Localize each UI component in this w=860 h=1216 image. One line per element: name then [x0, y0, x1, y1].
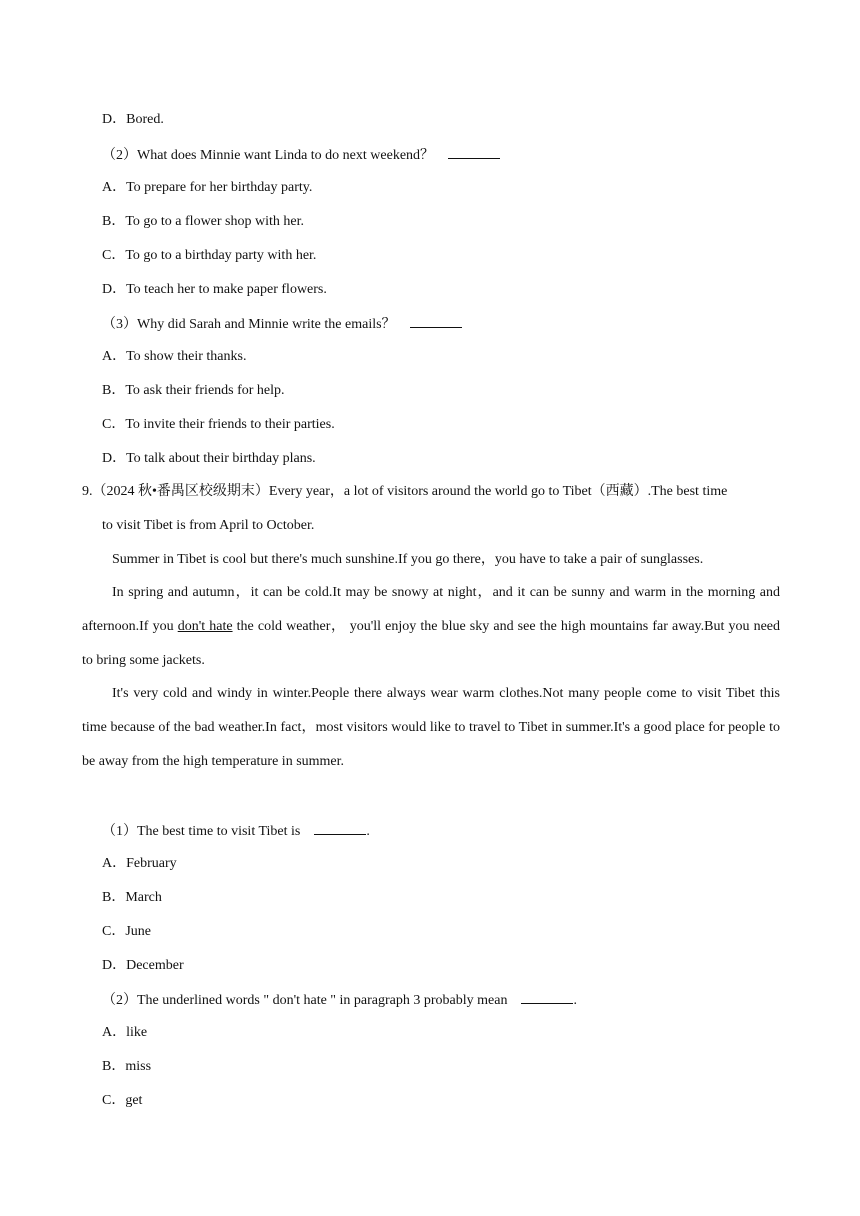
q9-paragraph-3 [82, 677, 780, 779]
q8-sub3-option-d: D．To talk about their birthday plans. [102, 451, 316, 466]
q8-sub2-option-a: A．To prepare for her birthday party. [102, 180, 313, 195]
q8-sub3-stem-text: （3）Why did Sarah and Minnie write the emails？ [102, 317, 396, 332]
answer-blank[interactable] [448, 145, 500, 159]
q9-p2-before: In spring and autumn，it can be cold.It may be snowy at night，and it can be sunny and warm in the morning and afternoon.If you [82, 585, 780, 634]
q9-header-line2: to visit Tibet is from April to October. [102, 518, 315, 533]
q8-sub2-stem-text: （2）What does Minnie want Linda to do next weekend？ [102, 148, 435, 163]
q9-sub2-suffix: . [573, 993, 577, 1008]
underlined-phrase: don't hate [177, 619, 233, 634]
q9-sub1-option-b: B．March [102, 890, 162, 905]
q8-sub3-option-b: B．To ask their friends for help. [102, 383, 285, 398]
answer-blank[interactable] [314, 821, 366, 835]
q9-p3-text: It's very cold and windy in winter.People there always wear warm clothes.Not many people come to visit Tibet this time because of the bad weather.In fact，most visitors would like to travel to Tibet in summer.It's a good place for people to be away from the high temperature in summer. [82, 686, 780, 769]
q8-option-1d: D．Bored. [102, 112, 164, 127]
q8-sub3-option-a: A．To show their thanks. [102, 349, 247, 364]
q9-paragraph-2 [82, 576, 780, 678]
q8-sub2-option-b: B．To go to a flower shop with her. [102, 214, 304, 229]
q9-sub1-option-d: D．December [102, 958, 184, 973]
answer-blank[interactable] [410, 314, 462, 328]
q9-sub2-stem-text: （2）The underlined words " don't hate " in paragraph 3 probably mean [102, 993, 508, 1008]
q8-sub2-stem [102, 145, 500, 165]
q9-sub1-option-a: A．February [102, 856, 177, 871]
q9-sub2-option-a: A．like [102, 1025, 148, 1040]
q9-sub1-suffix: . [366, 824, 370, 839]
q9-sub2-option-c: C．get [102, 1093, 143, 1108]
q9-paragraph-1: Summer in Tibet is cool but there's much sunshine.If you go there，you have to take a pair of sunglasses. [112, 552, 704, 567]
q9-p2-after: the cold weather， you'll enjoy the blue sky and see the high mountains far away.But you need to bring some jackets. [82, 619, 781, 668]
q8-sub2-option-d: D．To teach her to make paper flowers. [102, 282, 327, 297]
q9-sub1-stem [102, 821, 370, 841]
q9-sub2-option-b: B．miss [102, 1059, 152, 1074]
q8-sub2-option-c: C．To go to a birthday party with her. [102, 248, 317, 263]
answer-blank[interactable] [521, 990, 573, 1004]
q8-sub3-option-c: C．To invite their friends to their parties. [102, 417, 335, 432]
q9-sub2-stem [102, 990, 577, 1010]
q9-sub1-stem-text: （1）The best time to visit Tibet is [102, 824, 301, 839]
q8-sub3-stem [102, 314, 462, 334]
q9-sub1-option-c: C．June [102, 924, 151, 939]
q9-header-line1: 9.（2024 秋•番禺区校级期末）Every year，a lot of visitors around the world go to Tibet（西藏）.The best time [82, 484, 728, 499]
